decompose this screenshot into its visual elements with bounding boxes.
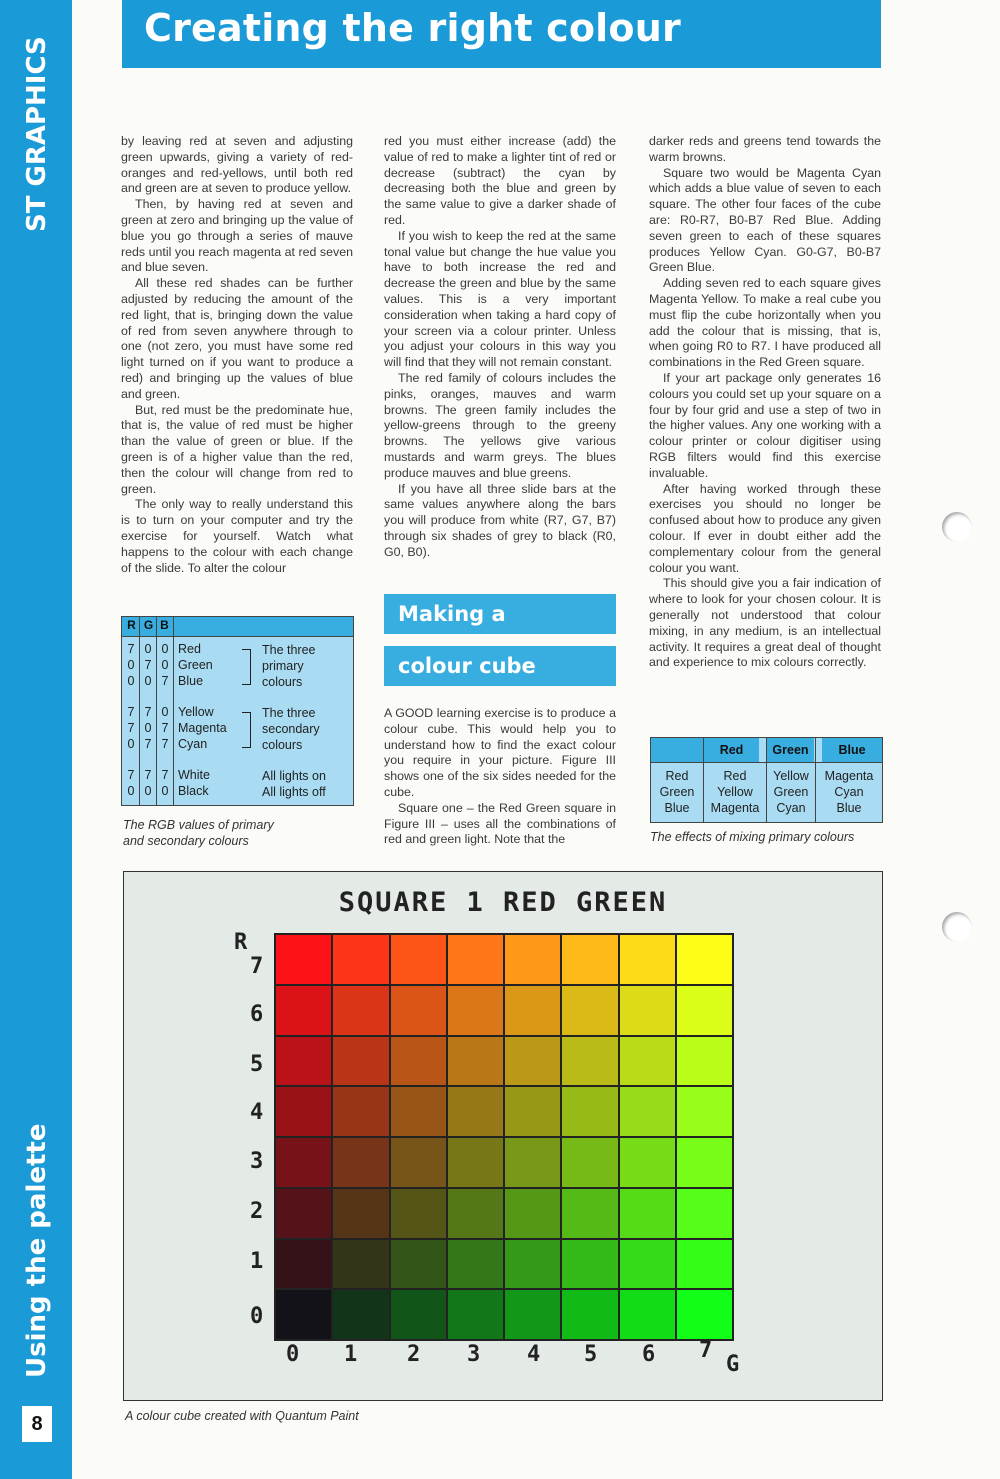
paragraph: This should give you a fair indication of where to look for your chosen colour. It is generally not understood that colour mixing, in any medium, is an intellectual activity. It requires a great deal of thought and experience to mix colours correctly. [649, 576, 881, 670]
colour-square [276, 986, 331, 1035]
paragraph: Square two would be Magenta Cyan which adds a blue value of seven to each square. The other four faces of the cube are: R0-R7, B0-B7 Red Blue. Adding seven green to each of these squares produces Yellow Cyan. G0-G7, B0-B7 Green Blue. [649, 165, 881, 275]
colour-square [448, 935, 503, 984]
colour-square [677, 1138, 732, 1187]
colour-square [391, 1240, 446, 1289]
g-tick: 7 [699, 1338, 713, 1363]
figure-title: SQUARE 1 RED GREEN [338, 887, 668, 918]
cell: Yellow [717, 785, 753, 799]
colour-square [620, 986, 675, 1035]
cell: 0 [161, 784, 169, 798]
colour-square [562, 1240, 617, 1289]
colour-square [505, 1290, 560, 1339]
colour-name: Cyan [178, 737, 208, 751]
header-blue: Blue [822, 738, 882, 762]
header-g: G [143, 618, 154, 632]
colour-square [448, 1290, 503, 1339]
caption-line: The RGB values of primary [123, 818, 274, 832]
g-tick: 3 [467, 1342, 481, 1367]
r-tick: 6 [250, 1002, 264, 1027]
paragraph: The red family of colours includes the pinks, oranges, mauves and warm browns. The green family includes the yellow-greens through to the greeny browns. The yellows give various mustards and warm greys. The blues produce mauves and blue greens. [384, 370, 616, 480]
colour-square [505, 1138, 560, 1187]
cell: 7 [161, 737, 169, 751]
r-tick: 7 [250, 954, 264, 979]
colour-square [276, 1087, 331, 1136]
paragraph: Adding seven red to each square gives Magenta Yellow. To make a real cube you must flip the cube horizontally when you add the colour that is missing, that is, when going R0 to R7. I have produced all combinations in the Red Green square. [649, 276, 881, 370]
cell: 0 [161, 705, 169, 719]
paragraph: red you must either increase (add) the value of red to make a lighter tint of red or decrease (subtract) the cyan by decreasing both the blue and green by the same value to give a darker shade of red. [384, 134, 616, 227]
chapter-label: Using the palette [22, 1123, 52, 1378]
colour-square [677, 1037, 732, 1086]
note-line: secondary [262, 722, 320, 736]
g-tick: 2 [407, 1342, 421, 1367]
colour-square [448, 1037, 503, 1086]
header-red: Red [704, 738, 759, 762]
colour-square [333, 1087, 388, 1136]
g-tick: 1 [344, 1342, 358, 1367]
colour-square [562, 1189, 617, 1238]
colour-name: White [178, 768, 210, 782]
colour-square [448, 1087, 503, 1136]
paragraph: After having worked through these exercises you should no longer be confused about how to produce any given colour. If ever in doubt either add the complementary colour from the general colour you want. [649, 481, 881, 575]
cell: 0 [161, 642, 169, 656]
colour-square [448, 1189, 503, 1238]
note-line: The three [262, 643, 316, 657]
colour-square [333, 935, 388, 984]
colour-square [620, 1240, 675, 1289]
group-note-secondary [262, 705, 320, 753]
colour-square [505, 1189, 560, 1238]
rgb-table-caption [123, 817, 274, 849]
colour-square [562, 1290, 617, 1339]
cell: Yellow [773, 769, 809, 783]
colour-square [276, 1240, 331, 1289]
header-b: B [160, 618, 169, 632]
cell: 0 [144, 642, 152, 656]
cell: 0 [144, 784, 152, 798]
cell: 7 [144, 705, 152, 719]
paragraph: darker reds and greens tend towards the warm browns. [649, 134, 881, 164]
colour-square [505, 1240, 560, 1289]
cell: Cyan [776, 801, 806, 815]
cell: Green [659, 785, 695, 799]
colour-square [562, 1087, 617, 1136]
figure-caption: A colour cube created with Quantum Paint [125, 1409, 359, 1423]
colour-square [620, 1189, 675, 1238]
paragraph: All these red shades can be further adjusted by reducing the amount of the red light, that is, bringing down the value of red from seven anywhere through to one (not zero, you must have some red light turned on if you want to produce a red) and bringing up the values of blue and green. [121, 276, 353, 401]
paragraph: A GOOD learning exercise is to produce a colour cube. This would help you to understand how to find the exact colour you require in your picture. Figure III shows one of the six sides needed for the cube. [384, 706, 616, 799]
paragraph: Square one – the Red Green square in Figure III – uses all the combinations of red and green light. Note that the [384, 800, 616, 847]
g-tick: 6 [642, 1342, 656, 1367]
cell: 7 [144, 737, 152, 751]
divider [156, 617, 157, 805]
colour-name: Green [178, 658, 213, 672]
cell: 0 [127, 674, 135, 688]
colour-name: Red [178, 642, 201, 656]
colour-square [562, 1037, 617, 1086]
colour-square [677, 1087, 732, 1136]
column-2-continued [384, 706, 616, 848]
cell: Cyan [834, 785, 864, 799]
header-blank [651, 738, 703, 762]
column-3 [649, 134, 881, 671]
colour-mixing-table [650, 737, 883, 823]
cell: 7 [161, 721, 169, 735]
subheading-line-2: colour cube [398, 654, 536, 678]
divider [139, 617, 140, 805]
colour-square [677, 935, 732, 984]
colour-square [391, 1290, 446, 1339]
paragraph: Then, by having red at seven and green at zero and bringing up the value of blue you go through a series of mauve reds until you reach magenta at red seven and blue seven. [121, 197, 353, 275]
column-red [704, 768, 766, 816]
note-white: All lights on [262, 769, 326, 783]
r-tick: 1 [250, 1249, 264, 1274]
cell: Red [723, 769, 747, 783]
column-2 [384, 134, 616, 561]
g-tick: 0 [286, 1342, 300, 1367]
r-tick: 0 [250, 1304, 264, 1329]
paragraph: If your art package only generates 16 colours you could set up your square on a four by four grid and use a step of two in the higher values. Any one working with a colour printer or colour digitiser using RGB filters would find this exercise invaluable. [649, 370, 881, 480]
column-1 [121, 134, 353, 576]
g-axis-label: G [726, 1352, 740, 1377]
cell: 7 [161, 768, 169, 782]
colour-cube-figure [123, 871, 883, 1401]
cell: Blue [836, 801, 862, 815]
colour-square [333, 1189, 388, 1238]
colour-square [333, 1138, 388, 1187]
colour-square [276, 1037, 331, 1086]
r-tick: 5 [250, 1052, 264, 1077]
paragraph: If you have all three slide bars at the same values anywhere along the bars you will produce from white (R7, G7, B7) through six shades of grey to black (R0, G0, B0). [384, 481, 616, 559]
colour-square [448, 986, 503, 1035]
header-r: R [127, 618, 136, 632]
divider [173, 617, 174, 805]
colour-square [391, 986, 446, 1035]
colour-square [505, 1037, 560, 1086]
note-line: colours [262, 738, 303, 752]
sidebar [0, 0, 72, 1479]
subheading-line-1: Making a [398, 602, 506, 626]
colour-square [276, 1138, 331, 1187]
colour-name: Black [178, 784, 209, 798]
colour-square [505, 1087, 560, 1136]
page-title: Creating the right colour [144, 6, 681, 50]
colour-square [562, 935, 617, 984]
colour-square [620, 1087, 675, 1136]
cell: 0 [144, 721, 152, 735]
paragraph: The only way to really understand this is to turn on your computer and try the exercise for yourself. Watch what happens to the colour with each change of the slide. To alter the colour [121, 497, 353, 575]
subheading-bar [384, 646, 616, 686]
cell: Red [665, 769, 689, 783]
column-blue [816, 768, 882, 816]
colour-square [505, 935, 560, 984]
g-tick: 4 [527, 1342, 541, 1367]
colour-square [333, 1290, 388, 1339]
cell: Blue [664, 801, 690, 815]
colour-name: Yellow [178, 705, 214, 719]
colour-square [391, 935, 446, 984]
group-note-primary [262, 642, 316, 690]
mix-table-caption: The effects of mixing primary colours [650, 830, 855, 844]
cell: 0 [127, 784, 135, 798]
r-tick: 4 [250, 1100, 264, 1125]
colour-square [448, 1138, 503, 1187]
caption-line: and secondary colours [123, 834, 249, 848]
colour-square [333, 1240, 388, 1289]
colour-square [677, 1290, 732, 1339]
colour-square [276, 935, 331, 984]
cell: 7 [127, 768, 135, 782]
colour-square [391, 1037, 446, 1086]
cell: Green [773, 785, 809, 799]
colour-square [562, 986, 617, 1035]
r-tick: 3 [250, 1149, 264, 1174]
cell: 7 [161, 674, 169, 688]
cell: 0 [161, 658, 169, 672]
colour-square [391, 1189, 446, 1238]
paragraph: by leaving red at seven and adjusting green upwards, giving a variety of red-oranges and red-yellows, until both red and green are at seven to produce yellow. [121, 134, 353, 196]
brace [242, 712, 251, 748]
cell: 7 [127, 705, 135, 719]
r-axis-label: R [234, 930, 248, 955]
colour-square [391, 1087, 446, 1136]
colour-square [677, 1189, 732, 1238]
page-number: 8 [22, 1406, 52, 1442]
cell: 7 [144, 768, 152, 782]
cell: Magenta [710, 801, 760, 815]
colour-square [333, 1037, 388, 1086]
cell: 7 [127, 721, 135, 735]
colour-square [620, 1138, 675, 1187]
row-labels [651, 768, 703, 816]
paragraph: If you wish to keep the red at the same tonal value but change the hue value you have to both increase the red and decrease the green and blue by the same values. This is a very important consideration when taking a hard copy of your screen via a colour printer. Unless you adjust your colours in this way you will find that they will not remain constant. [384, 228, 616, 370]
brace [242, 649, 251, 685]
note-black: All lights off [262, 785, 326, 799]
colour-square [620, 1037, 675, 1086]
colour-square [620, 1290, 675, 1339]
rgb-values-table [121, 616, 354, 806]
r-tick: 2 [250, 1199, 264, 1224]
colour-name: Blue [178, 674, 204, 688]
cell: 7 [144, 658, 152, 672]
subheading-bar [384, 594, 616, 634]
colour-grid [274, 933, 734, 1341]
colour-square [276, 1290, 331, 1339]
header-green: Green [767, 738, 814, 762]
section-label: ST GRAPHICS [22, 36, 52, 232]
note-line: primary [262, 659, 304, 673]
colour-square [677, 1240, 732, 1289]
colour-square [391, 1138, 446, 1187]
cell: 0 [127, 658, 135, 672]
paragraph: But, red must be the predominate hue, that is, the value of red must be higher than the value of green or blue. If the green is of a higher value than the red, then the colour will change from red to green. [121, 402, 353, 496]
cell: 7 [127, 642, 135, 656]
colour-square [276, 1189, 331, 1238]
colour-square [620, 935, 675, 984]
binder-hole [942, 512, 972, 542]
binder-hole [942, 912, 972, 942]
column-green [767, 768, 815, 816]
colour-name: Magenta [178, 721, 227, 735]
colour-square [562, 1138, 617, 1187]
note-line: The three [262, 706, 316, 720]
note-line: colours [262, 675, 303, 689]
colour-square [505, 986, 560, 1035]
colour-square [448, 1240, 503, 1289]
cell: 0 [127, 737, 135, 751]
title-bar [122, 0, 881, 68]
g-tick: 5 [584, 1342, 598, 1367]
colour-square [333, 986, 388, 1035]
colour-square [677, 986, 732, 1035]
cell: Magenta [824, 769, 874, 783]
cell: 0 [144, 674, 152, 688]
